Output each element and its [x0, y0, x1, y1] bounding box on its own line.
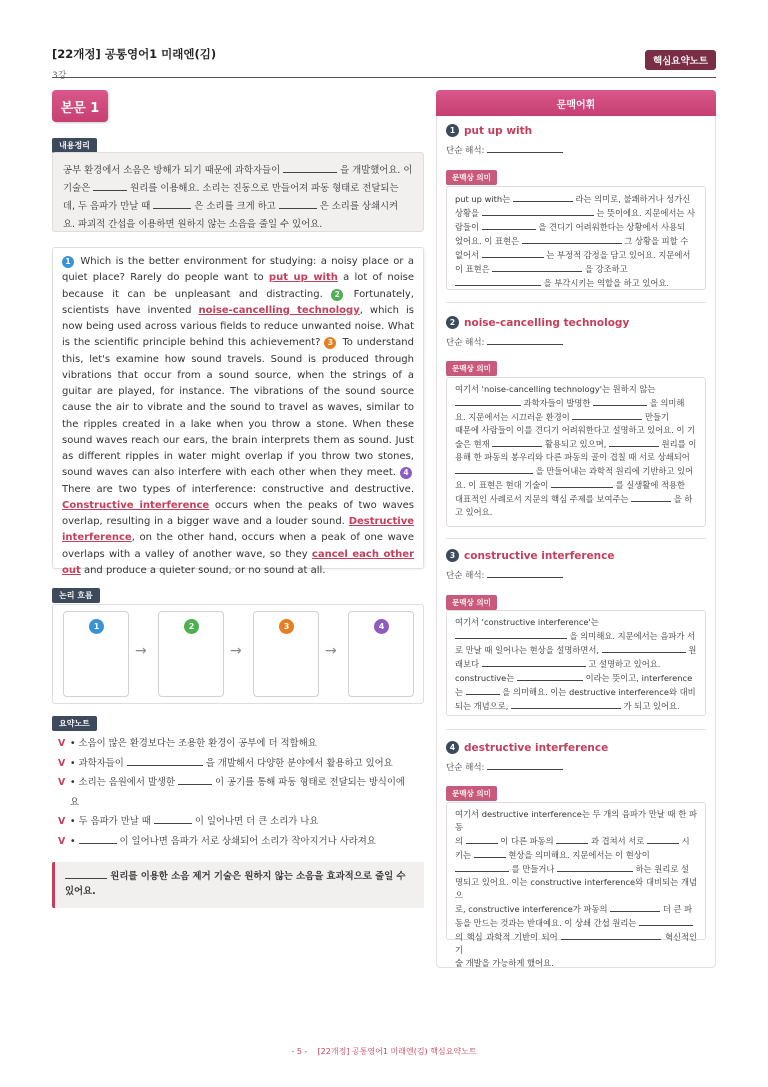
flow-arrow-icon: → — [325, 643, 337, 659]
context-meaning-box — [446, 802, 706, 968]
meaning-text: 래보다 — [455, 659, 480, 669]
meaning-text: 을 부각시키는 역할을 하고 있어요. — [543, 278, 670, 288]
meaning-text: 의 핵심 과학적 기반이 되어 — [455, 932, 558, 942]
fill-blank[interactable] — [513, 192, 573, 202]
simple-translation — [446, 335, 563, 348]
meaning-text: 동을 만드는 것과는 반대예요. 이 상쇄 간섭 원리는 — [455, 918, 637, 928]
summary-text: 데, 두 음파가 만날 때 — [63, 201, 151, 212]
meaning-text: 을 강조하고 — [584, 264, 628, 274]
fill-blank[interactable] — [65, 869, 107, 879]
fill-blank[interactable] — [455, 396, 521, 406]
meaning-text: 는 뜻이에요. 지문에서는 사 — [596, 208, 696, 218]
fill-blank[interactable] — [455, 276, 541, 286]
meaning-text: 시 — [681, 836, 690, 846]
note-text: 이 일어나면 음파가 서로 상쇄되어 소리가 작아지거나 사라져요 — [119, 835, 376, 847]
flow-number-2: 2 — [184, 619, 199, 634]
meaning-text: 을 의미해 — [649, 398, 685, 408]
fill-blank[interactable] — [511, 699, 621, 709]
page-number: - 5 - — [291, 1047, 308, 1056]
flow-number-1: 1 — [89, 619, 104, 634]
fill-blank[interactable] — [602, 643, 686, 653]
vocab-term: constructive interference — [464, 549, 615, 562]
check-icon: V — [58, 835, 66, 847]
check-icon: V — [58, 816, 66, 827]
meaning-text: 명되고 있어요. 이는 constructive interference와 대비되는 개념으 — [455, 877, 697, 900]
note-item — [58, 812, 424, 832]
meaning-text: 를 실생활에 적용한 — [615, 480, 686, 490]
page-footer — [0, 1046, 768, 1057]
fill-blank[interactable] — [474, 848, 506, 858]
note-text: 이 공기를 통해 파동 형태로 전달되는 방식이에 — [215, 777, 405, 788]
meaning-text: 원 — [688, 645, 697, 655]
passage-text: Fortunately, scientists have invented — [62, 288, 414, 316]
fill-blank[interactable] — [455, 862, 509, 872]
vocab-heading — [446, 124, 532, 137]
context-meaning-tag: 문맥상 의미 — [446, 595, 497, 610]
conclusion-box — [52, 862, 424, 908]
meaning-text: 되는 개념으로, — [455, 701, 509, 711]
fill-blank[interactable] — [487, 760, 563, 770]
fill-blank[interactable] — [487, 335, 563, 345]
passage-text: Which is the better environment for studying: a noisy place or a quiet place? Rarely do people want to — [62, 256, 414, 284]
context-meaning-box — [446, 610, 706, 716]
notes-tag: 요약노트 — [52, 716, 97, 731]
meaning-text: 혁신적인 기 — [455, 932, 698, 955]
meaning-text: 때문에 사람들이 이를 견디기 어려워한다고 설명하고 있어요. 이 기 — [455, 425, 696, 435]
context-meaning-tag: 문맥상 의미 — [446, 786, 497, 801]
meaning-text: 대표적인 사례로서 지문의 핵심 주제를 보여주는 — [455, 494, 629, 504]
fill-blank[interactable] — [609, 437, 659, 447]
flow-number-4: 4 — [374, 619, 389, 634]
simple-translation-label: 단순 해석: — [446, 146, 485, 156]
meaning-text: 을 의미해요. 이는 destructive interference와 대비 — [502, 687, 696, 697]
note-item — [58, 832, 424, 852]
passage-text: , on the other hand, occurs when a peak of one wave overlaps with a valley of another wave, so they — [62, 532, 414, 560]
vocab-heading — [446, 741, 608, 754]
sentence-number-2: 2 — [331, 289, 343, 301]
note-text: • 과학자들이 — [70, 757, 124, 769]
vocab-divider — [446, 729, 706, 730]
logic-flow — [52, 604, 424, 704]
fill-blank[interactable] — [556, 834, 588, 844]
meaning-text: 이라는 뜻이고, interference — [585, 673, 693, 683]
keyword-noise-cancelling: noise-cancelling technology — [198, 304, 360, 316]
vocab-number: 1 — [446, 124, 459, 137]
context-meaning-box — [446, 186, 706, 290]
meaning-text: 로 만날 때 일어나는 현상을 설명하면서, — [455, 645, 600, 655]
note-item — [58, 773, 424, 812]
fill-blank[interactable] — [455, 629, 567, 639]
flow-arrow-icon: → — [135, 643, 147, 659]
summary-text: 은 소리를 크게 하고 — [194, 201, 276, 212]
check-icon: V — [58, 738, 66, 749]
meaning-text: 로, constructive interference가 파동의 — [455, 904, 608, 914]
fill-blank[interactable] — [487, 143, 563, 153]
meaning-text: 요. 지문에서는 시끄러운 환경이 — [455, 412, 570, 422]
meaning-text: 상황을 — [455, 208, 480, 218]
meaning-text: 하는 원리로 설 — [635, 864, 690, 874]
meaning-text: 을 의미해요. 지문에서는 음파가 서 — [569, 631, 696, 641]
meaning-text: 이 표현은 — [455, 264, 490, 274]
keyword-put-up-with: put up with — [268, 272, 338, 284]
passage-text: , which is now being used across various fields to reduce unwanted noise. What is the scientific principle behind this achievement? — [62, 304, 414, 349]
meaning-text: 여기서 destructive interference는 두 개의 음파가 만날 때 한 파동 — [455, 809, 697, 832]
vocab-term: destructive interference — [464, 741, 609, 754]
conclusion-text: 원리를 이용한 소음 제거 기술은 원하지 않는 소음을 효과적으로 줄일 수 — [110, 871, 406, 882]
footer-text: [22개정] 공통영어1 미래엔(김) 핵심요약노트 — [317, 1047, 477, 1056]
meaning-text: 활용되고 있으며, — [544, 439, 607, 449]
fill-blank[interactable] — [492, 262, 582, 272]
fill-blank[interactable] — [631, 492, 671, 502]
fill-blank[interactable] — [561, 930, 661, 940]
passage-text: and produce a quieter sound, or no sound at all. — [83, 564, 326, 576]
sentence-number-4: 4 — [400, 467, 412, 479]
fill-blank[interactable] — [492, 437, 542, 447]
note-text: 을 개발해서 다양한 분야에서 활용하고 있어요 — [205, 757, 393, 769]
vocab-panel-title: 문맥어휘 — [436, 90, 716, 116]
fill-blank[interactable] — [482, 206, 594, 216]
meaning-text: 술은 현재 — [455, 439, 490, 449]
lesson-label: 3강 — [52, 71, 67, 81]
meaning-text: put up with는 — [455, 194, 511, 204]
conclusion-text: 있어요. — [65, 886, 96, 897]
note-item — [58, 754, 424, 774]
flow-arrow-icon: → — [230, 643, 242, 659]
vocab-term: put up with — [464, 124, 533, 137]
fill-blank[interactable] — [93, 181, 127, 191]
meaning-text: 을 하 — [673, 494, 693, 504]
meaning-text: 요. 이 표현은 현대 기술이 — [455, 480, 549, 490]
vocab-divider — [446, 538, 706, 539]
fill-blank[interactable] — [639, 916, 693, 926]
passage-text: There are two types of interference: constructive and destructive. — [62, 483, 414, 495]
sentence-number-3: 3 — [324, 337, 336, 349]
simple-translation-label: 단순 해석: — [446, 338, 485, 348]
fill-blank[interactable] — [572, 410, 642, 420]
vocab-divider — [446, 302, 706, 303]
meaning-text: 키는 — [455, 850, 472, 860]
vocab-number: 2 — [446, 316, 459, 329]
keyword-destructive: Destructive interference — [62, 516, 414, 544]
summary-box — [52, 152, 424, 232]
meaning-text: 그 상황을 피할 수 — [624, 236, 689, 246]
flow-box-1[interactable] — [63, 611, 129, 697]
summary-text: 원리를 이용해요. 소리는 진동으로 만들어져 파동 형태로 전달되는 — [130, 183, 399, 194]
simple-translation — [446, 760, 563, 773]
simple-translation — [446, 568, 563, 581]
keyword-constructive: Constructive interference — [62, 499, 210, 511]
flow-box-4[interactable] — [348, 611, 414, 697]
meaning-text: 술 개발을 가능하게 했어요. — [455, 958, 554, 968]
passage-text: a lot of noise because it can be unpleasant and distracting. — [62, 272, 414, 300]
meaning-text: 여기서 'noise-cancelling technology'는 원하지 않는 — [455, 384, 656, 394]
check-icon: V — [58, 757, 66, 769]
summary-text: 요. 파괴적 간섭을 이용하면 원하지 않는 소음을 줄일 수 있어요. — [63, 219, 323, 230]
meaning-text: 이 다른 파동의 — [500, 836, 554, 846]
doc-title: [22개정] 공통영어1 미래엔(김) — [52, 47, 217, 61]
header-badge: 핵심요약노트 — [645, 50, 716, 70]
meaning-text: 라는 의미로, 불쾌하거나 성가신 — [575, 194, 691, 204]
fill-blank[interactable] — [283, 163, 337, 173]
fill-blank[interactable] — [455, 464, 533, 474]
summary-text: 을 개발했어요. 이 — [340, 165, 413, 176]
fill-blank[interactable] — [482, 657, 586, 667]
flow-tag: 논리 흐름 — [52, 588, 100, 603]
passage-text: occurs when the peaks of two waves overlap, resulting in a bigger wave and a louder sound. — [62, 499, 414, 527]
meaning-text: 여기서 'constructive interference'는 — [455, 617, 599, 627]
fill-blank[interactable] — [522, 234, 622, 244]
meaning-text: 만들기 — [645, 412, 670, 422]
meaning-text: 었어요. 이 표현은 — [455, 236, 520, 246]
note-text: • 소리는 음원에서 발생한 — [70, 777, 176, 788]
meaning-text: constructive는 — [455, 673, 515, 683]
flow-number-3: 3 — [279, 619, 294, 634]
meaning-text: 가 되고 있어요. — [623, 701, 680, 711]
simple-translation-label: 단순 해석: — [446, 571, 485, 581]
passage-box — [52, 247, 424, 576]
sentence-number-1: 1 — [62, 256, 74, 268]
meaning-text: 과 겹쳐서 서로 — [590, 836, 645, 846]
meaning-text: 용해 한 파동의 봉우리와 다른 파동의 골이 겹칠 때 서로 상쇄되어 — [455, 452, 690, 462]
fill-blank[interactable] — [517, 671, 583, 681]
vocab-heading — [446, 316, 629, 329]
fill-blank[interactable] — [153, 199, 191, 209]
meaning-text: 람들이 — [455, 222, 480, 232]
meaning-text: 을 만들어내는 과학적 원리에 기반하고 있어 — [535, 466, 694, 476]
fill-blank[interactable] — [482, 248, 544, 258]
fill-blank[interactable] — [154, 814, 192, 824]
section-title: 본문 1 — [52, 90, 108, 122]
vocab-number: 3 — [446, 549, 459, 562]
meaning-text: 을 견디기 어려워한다는 상황에서 사용되 — [538, 222, 686, 232]
fill-blank[interactable] — [487, 568, 563, 578]
meaning-text: 를 만들거나 — [511, 864, 555, 874]
meaning-text: 과학자들이 발명한 — [523, 398, 591, 408]
note-text: 요 — [70, 796, 80, 808]
passage-text: To understand this, let's examine how sound travels. Sound is produced through vibrations that occur from a sound source, when the strings of a guitar are played, for instance. The vibrations of the sound source cause the air to vibrate and the sound to travel as waves, similar to the ripples created in a lake when you throw a stone. When these sound waves reach our ears, the brain interprets them as sound. Just as different ripples in water might overlap if you throw two stones, sound waves can also interfere with each other when they meet. — [62, 337, 414, 479]
fill-blank[interactable] — [482, 220, 536, 230]
keyword-cancel-each-other-out: cancel each other out — [62, 548, 415, 576]
simple-translation — [446, 143, 563, 156]
page-header — [52, 46, 216, 81]
simple-translation-label: 단순 해석: — [446, 763, 485, 773]
meaning-text: 없어서 — [455, 250, 480, 260]
meaning-text: 현상을 의미해요. 지문에서는 이 현상이 — [508, 850, 650, 860]
vocab-heading — [446, 549, 615, 562]
fill-blank[interactable] — [466, 834, 498, 844]
flow-box-3[interactable] — [253, 611, 319, 697]
note-text: • 소음이 많은 환경보다는 조용한 환경이 공부에 더 적합해요 — [70, 738, 317, 749]
summary-notes — [58, 734, 424, 851]
fill-blank[interactable] — [551, 478, 613, 488]
header-divider — [52, 77, 716, 78]
summary-text: 기술은 — [63, 183, 91, 194]
meaning-text: 고 있어요. — [455, 507, 493, 517]
summary-text: 은 소리를 상쇄시켜 — [319, 201, 399, 212]
fill-blank[interactable] — [127, 756, 203, 766]
meaning-text: 고 설명하고 있어요. — [588, 659, 661, 669]
note-text: • — [70, 835, 76, 847]
meaning-text: 원리를 이 — [661, 439, 697, 449]
note-text: • 두 음파가 만날 때 — [70, 816, 151, 827]
vocab-term: noise-cancelling technology — [464, 316, 630, 329]
meaning-text: 는 — [455, 687, 464, 697]
context-meaning-tag: 문맥상 의미 — [446, 170, 497, 185]
context-meaning-tag: 문맥상 의미 — [446, 361, 497, 376]
fill-blank[interactable] — [279, 199, 317, 209]
fill-blank[interactable] — [593, 396, 647, 406]
flow-box-2[interactable] — [158, 611, 224, 697]
note-text: 이 일어나면 더 큰 소리가 나요 — [194, 816, 319, 827]
meaning-text: 의 — [455, 836, 464, 846]
summary-tag: 내용정리 — [52, 138, 97, 153]
context-meaning-box — [446, 377, 706, 527]
fill-blank[interactable] — [610, 902, 660, 912]
vocab-number: 4 — [446, 741, 459, 754]
summary-text: 공부 환경에서 소음은 방해가 되기 때문에 과학자들이 — [63, 165, 281, 176]
fill-blank[interactable] — [466, 685, 500, 695]
check-icon: V — [58, 777, 66, 788]
fill-blank[interactable] — [178, 775, 212, 785]
meaning-text: 는 부정적 감정을 담고 있어요. 지문에서 — [546, 250, 691, 260]
fill-blank[interactable] — [647, 834, 679, 844]
fill-blank[interactable] — [557, 862, 633, 872]
fill-blank[interactable] — [79, 834, 117, 844]
note-item — [58, 734, 424, 754]
meaning-text: 더 큰 파 — [662, 904, 693, 914]
